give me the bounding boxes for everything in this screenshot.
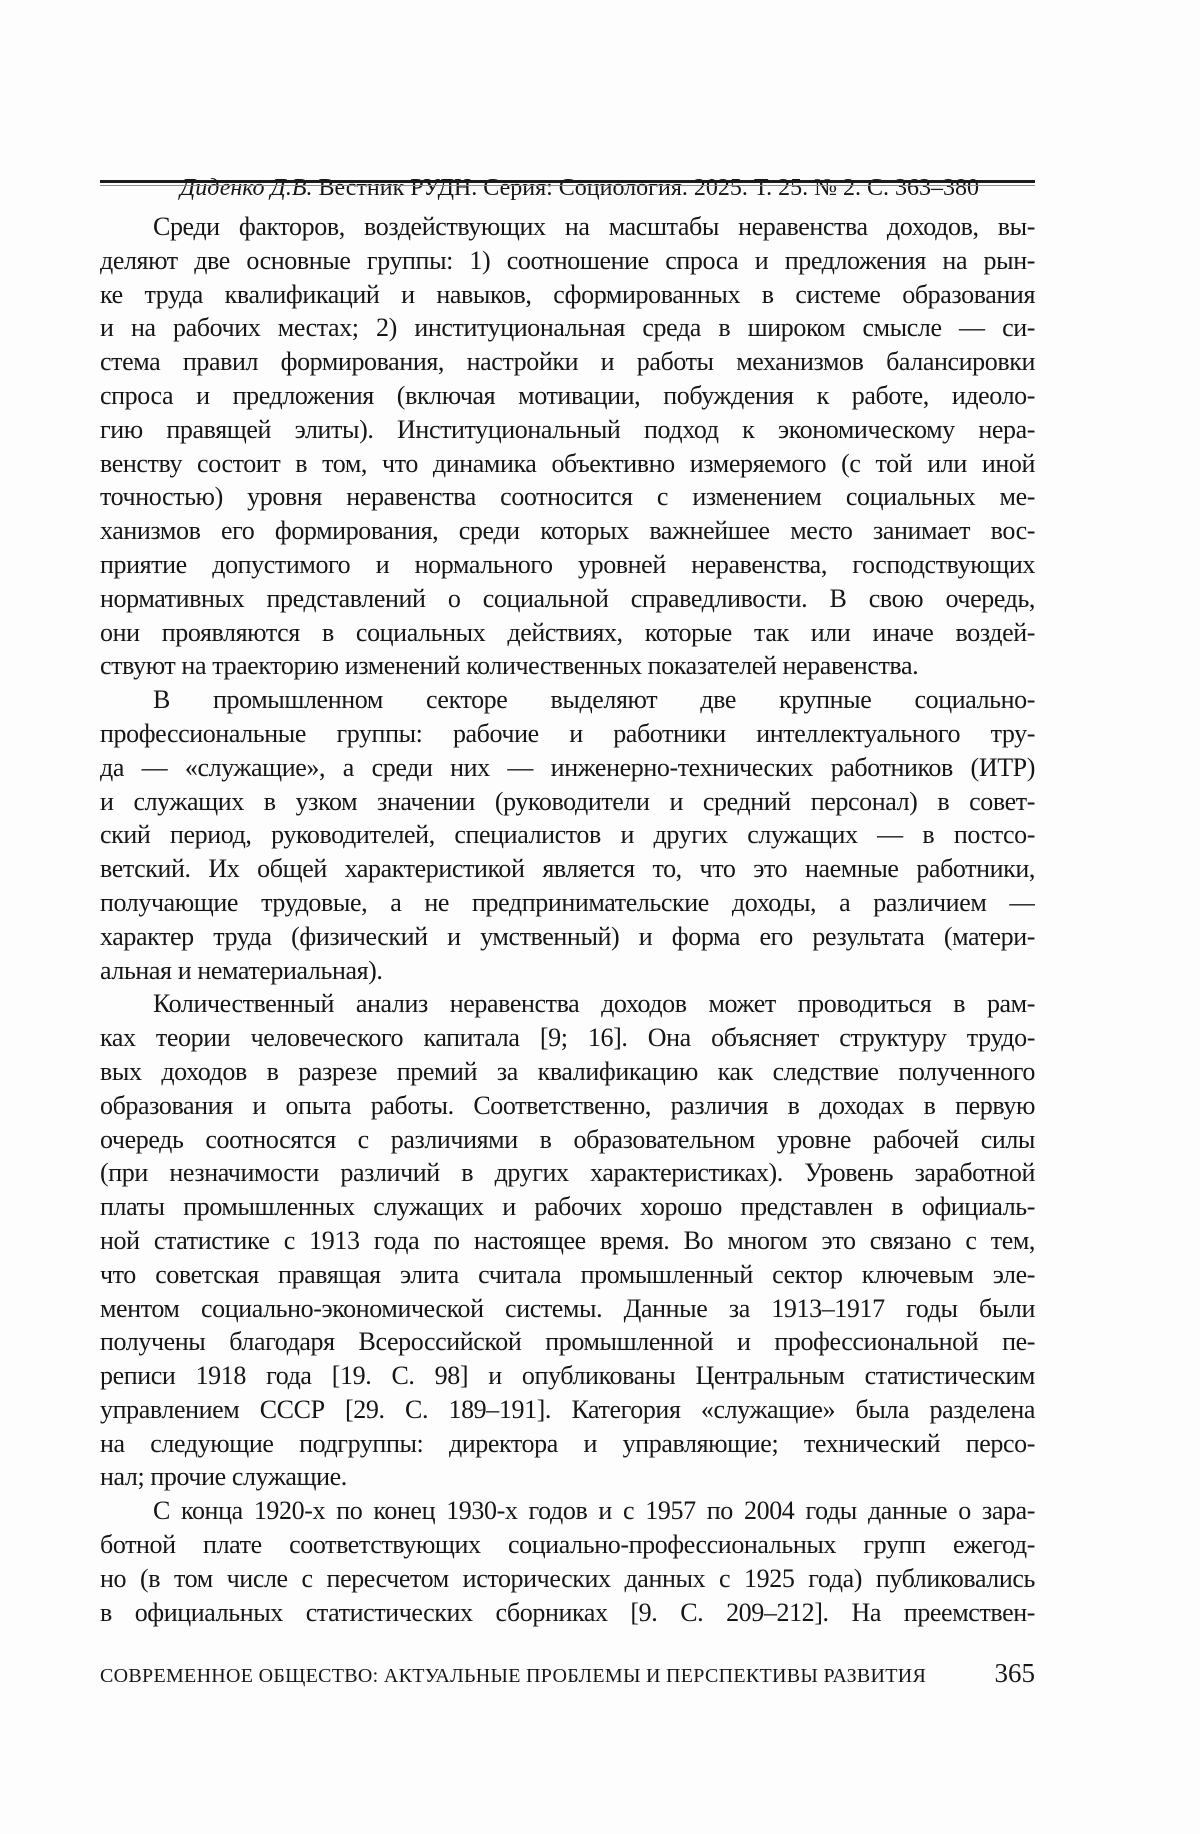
text-line: но (в том числе с пересчетом исторических данных с 1925 года) публиковались: [100, 1563, 1035, 1593]
text-line: ствуют на траекторию изменений количественных показателей неравенства.: [100, 651, 919, 681]
text-line: управлением СССР [29. С. 189–191]. Категория «служащие» была разделена: [100, 1394, 1035, 1424]
text-line: профессиональные группы: рабочие и работники интеллектуального тру-: [100, 718, 1035, 748]
text-line: и служащих в узком значении (руководители и средний персонал) в совет-: [100, 786, 1035, 816]
text-line: да — «служащие», а среди них — инженерно-технических работников (ИТР): [100, 752, 1035, 782]
text-line: ботной плате соответствующих социально-профессиональных групп ежегод-: [100, 1530, 1035, 1560]
text-line: точностью) уровня неравенства соотносится с изменением социальных ме-: [100, 482, 1035, 512]
text-line: Количественный анализ неравенства доходов может проводиться в рам-: [153, 989, 1035, 1019]
text-line: деляют две основные группы: 1) соотношение спроса и предложения на рын-: [100, 245, 1035, 275]
text-line: спроса и предложения (включая мотивации, побуждения к работе, идеоло-: [100, 380, 1035, 410]
text-line: ский период, руководителей, специалистов и других служащих — в постсо-: [100, 820, 1035, 850]
text-line: ке труда квалификаций и навыков, сформированных в системе образования: [100, 279, 1035, 309]
page-footer: [100, 1658, 1035, 1689]
text-line: Среди факторов, воздействующих на масштабы неравенства доходов, вы-: [153, 212, 1035, 241]
text-line: ментом социально-экономической системы. Данные за 1913–1917 годы были: [100, 1293, 1035, 1323]
text-line: характер труда (физический и умственный) и форма его результата (матери-: [100, 921, 1035, 951]
text-line: вых доходов в разрезе премий за квалификацию как следствие полученного: [100, 1056, 1035, 1086]
text-line: они проявляются в социальных действиях, которые так или иначе воздей-: [100, 617, 1035, 647]
header-rule: [100, 180, 1035, 186]
text-line: С конца 1920-х по конец 1930-х годов и с 1957 по 2004 годы данные о зара-: [153, 1496, 1035, 1526]
text-line: гию правящей элиты). Институциональный подход к экономическому нера-: [100, 414, 1035, 444]
text-line: получающие трудовые, а не предпринимательские доходы, а различием —: [100, 887, 1035, 917]
text-line: что советская правящая элита считала промышленный сектор ключевым эле-: [100, 1259, 1035, 1289]
text-line: венству состоит в том, что динамика объективно измеряемого (с той или иной: [100, 448, 1035, 478]
text-line: стема правил формирования, настройки и работы механизмов балансировки: [100, 347, 1035, 377]
text-line: в официальных статистических сборниках [9. С. 209–212]. На преемствен-: [100, 1597, 1035, 1627]
text-line: нал; прочие служащие.: [100, 1462, 347, 1492]
text-line: на следующие подгруппы: директора и управляющие; технический персо-: [100, 1428, 1035, 1458]
text-line: приятие допустимого и нормального уровней неравенства, господствующих: [100, 549, 1035, 579]
text-line: ветский. Их общей характеристикой является то, что это наемные работники,: [100, 854, 1035, 884]
text-line: и на рабочих местах; 2) институциональная среда в широком смысле — си-: [100, 313, 1035, 343]
running-title: СОВРЕМЕННОЕ ОБЩЕСТВО: АКТУАЛЬНЫЕ ПРОБЛЕМЫ И ПЕРСПЕКТИВЫ РАЗВИТИЯ: [100, 1665, 927, 1687]
text-line: очередь соотносятся с различиями в образовательном уровне рабочей силы: [100, 1124, 1035, 1154]
text-line: получены благодаря Всероссийской промышленной и профессиональной пе-: [100, 1327, 1035, 1357]
text-line: В промышленном секторе выделяют две крупные социально-: [153, 685, 1035, 715]
text-line: платы промышленных служащих и рабочих хорошо представлен в официаль-: [100, 1192, 1035, 1222]
text-line: ной статистике с 1913 года по настоящее время. Во многом это связано с тем,: [100, 1225, 1035, 1255]
text-line: (при незначимости различий в других характеристиках). Уровень заработной: [100, 1158, 1035, 1188]
text-line: ханизмов его формирования, среди которых важнейшее место занимает вос-: [100, 516, 1035, 546]
page-number: 365: [994, 1658, 1035, 1688]
text-line: нормативных представлений о социальной справедливости. В свою очередь,: [100, 583, 1035, 613]
text-line: альная и нематериальная).: [100, 955, 383, 985]
text-line: ках теории человеческого капитала [9; 16]. Она объясняет структуру трудо-: [100, 1023, 1035, 1053]
text-line: реписи 1918 года [19. С. 98] и опубликованы Центральным статистическим: [100, 1361, 1035, 1391]
header-author: Диденко Д.В.: [179, 175, 313, 201]
article-body: [100, 210, 1035, 1629]
header-citation: Вестник РУДН. Серия: Социология. 2025. Т. 25. № 2. С. 363–380: [312, 175, 980, 201]
text-line: образования и опыта работы. Соответственно, различия в доходах в первую: [100, 1090, 1035, 1120]
